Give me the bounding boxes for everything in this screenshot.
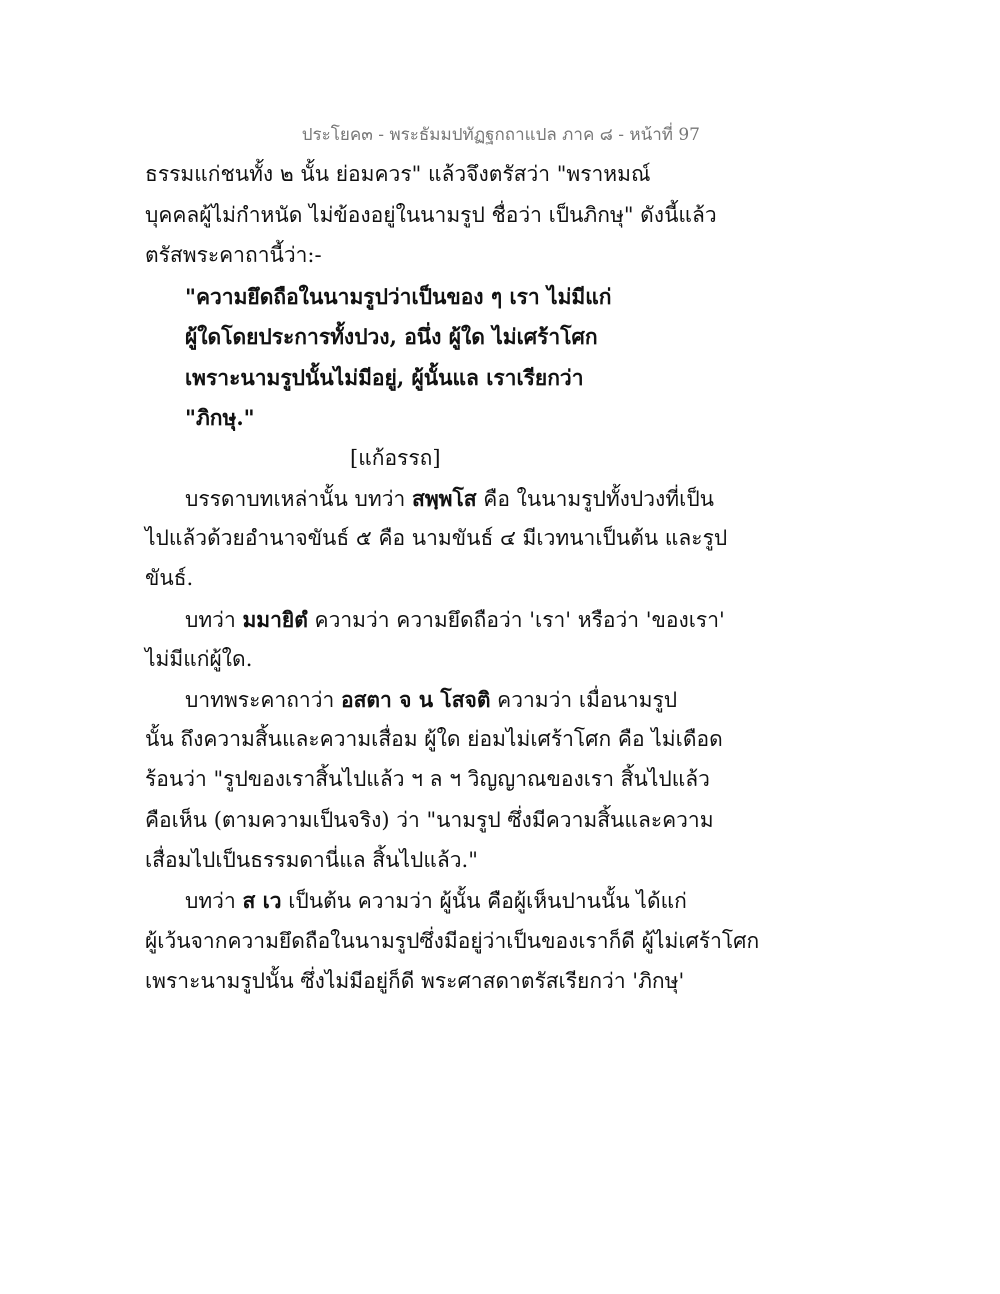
verse-line: "ภิกษุ." <box>185 405 255 430</box>
body-line: ตรัสพระคาถานี้ว่า:- <box>145 243 322 267</box>
text-run: บทว่า <box>185 889 243 913</box>
paragraph-line <box>185 689 677 711</box>
verse-line: ผู้ใดโดยประการทั้งปวง, อนึ่ง ผู้ใด ไม่เศร้าโศก <box>185 324 598 349</box>
paragraph-line <box>185 609 725 631</box>
verse-line: เพราะนามรูปนั้นไม่มีอยู่, ผู้นั้นแล เราเรียกว่า <box>185 365 584 390</box>
paragraph-line: ขันธ์. <box>145 566 194 590</box>
paragraph-line: ไม่มีแก่ผู้ใด. <box>145 647 253 671</box>
paragraph-line: ผู้เว้นจากความยึดถือในนามรูปซึ่งมีอยู่ว่าเป็นของเราก็ดี ผู้ไม่เศร้าโศก <box>145 929 760 953</box>
paragraph-line: เพราะนามรูปนั้น ซึ่งไม่มีอยู่ก็ดี พระศาสดาตรัสเรียกว่า 'ภิกษุ' <box>145 969 685 993</box>
paragraph-line: ไปแล้วด้วยอำนาจขันธ์ ๕ คือ นามขันธ์ ๔ มีเวทนาเป็นต้น และรูป <box>145 526 728 550</box>
verse-line: "ความยึดถือในนามรูปว่าเป็นของ ๆ เรา ไม่มีแก่ <box>185 284 612 309</box>
paragraph-line: นั้น ถึงความสิ้นและความเสื่อม ผู้ใด ย่อมไม่เศร้าโศก คือ ไม่เดือด <box>145 727 723 751</box>
body-line: บุคคลผู้ไม่กำหนัด ไม่ข้องอยู่ในนามรูป ชื่อว่า เป็นภิกษุ" ดังนี้แล้ว <box>145 203 717 227</box>
pali-term: มมายิตํ <box>242 607 308 632</box>
text-run: บทว่า <box>185 608 243 632</box>
body-line: ธรรมแก่ชนทั้ง ๒ นั้น ย่อมควร" แล้วจึงตรัสว่า "พราหมณ์ <box>145 162 651 186</box>
paragraph-line: เสื่อมไปเป็นธรรมดานี่แล สิ้นไปแล้ว." <box>145 848 478 872</box>
running-header: ประโยค๓ - พระธัมมปทัฏฐกถาแปล ภาค ๘ - หน้าที่ 97 <box>301 125 700 145</box>
paragraph-line <box>185 890 687 912</box>
section-heading: [แก้อรรถ] <box>350 446 441 470</box>
text-run: บรรดาบทเหล่านั้น บทว่า <box>185 487 412 511</box>
text-run: คือ ในนามรูปทั้งปวงที่เป็น <box>476 487 715 511</box>
text-run: เป็นต้น ความว่า ผู้นั้น คือผู้เห็นปานนั้น ได้แก่ <box>281 889 687 913</box>
text-run: บาทพระคาถาว่า <box>185 688 341 712</box>
paragraph-line: คือเห็น (ตามความเป็นจริง) ว่า "นามรูป ซึ่งมีความสิ้นและความ <box>145 808 714 832</box>
pali-term: สพฺพโส <box>412 486 477 511</box>
paragraph-line: ร้อนว่า "รูปของเราสิ้นไปแล้ว ฯ ล ฯ วิญญาณของเรา สิ้นไปแล้ว <box>145 767 710 791</box>
pali-term: อสตา จ น โสจติ <box>340 687 491 712</box>
pali-term: ส เว <box>242 888 282 913</box>
paragraph-line <box>185 488 714 510</box>
text-run: ความว่า เมื่อนามรูป <box>490 688 678 712</box>
text-run: ความว่า ความยึดถือว่า 'เรา' หรือว่า 'ของเรา' <box>307 608 725 632</box>
